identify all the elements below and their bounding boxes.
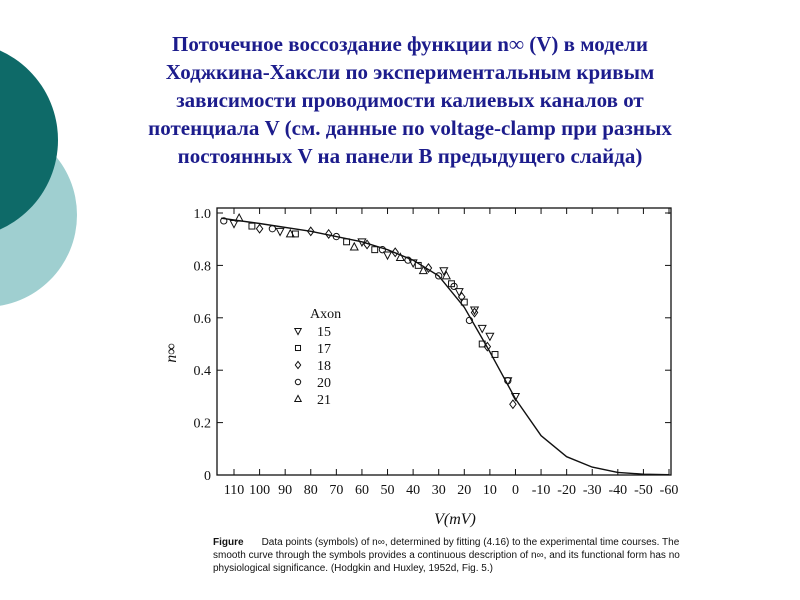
title-line: Ходжкина-Хаксли по экспериментальным кривым xyxy=(165,60,655,84)
data-point-axon-18 xyxy=(256,225,262,233)
x-tick-label: 60 xyxy=(354,483,369,498)
caption-text: Data points (symbols) of n∞, determined by fitting (4.16) to the experimental time courses. The smooth curve through the symbols provides a continuous description of n∞, and its functional form has no physiological significance. (Hodgkin and Huxley, 1952d, Fig. 5.) xyxy=(213,537,680,574)
x-tick-label: 40 xyxy=(406,483,421,498)
x-tick-label: 100 xyxy=(249,483,271,498)
data-point-axon-15 xyxy=(478,325,486,332)
legend-entry: 15 xyxy=(317,325,331,340)
x-tick-label: -30 xyxy=(582,483,602,498)
data-point-axon-15 xyxy=(384,252,392,259)
title-line: зависимости проводимости калиевых каналов от xyxy=(176,88,644,112)
legend-entry: 17 xyxy=(317,342,331,357)
legend-marker-20 xyxy=(295,379,300,384)
y-axis-label: n∞ xyxy=(163,343,180,363)
x-axis-label: V(mV) xyxy=(434,511,476,528)
x-tick-label: 70 xyxy=(329,483,344,498)
legend-marker-21 xyxy=(295,395,301,401)
plot-frame xyxy=(217,208,671,475)
data-point-axon-15 xyxy=(486,333,494,340)
title-line: постоянных V на панели В предыдущего слайда) xyxy=(177,144,643,168)
x-tick-label: -40 xyxy=(608,483,628,498)
x-tick-label: 0 xyxy=(511,483,519,498)
x-tick-label: -10 xyxy=(531,483,551,498)
y-tick-label: 0.2 xyxy=(193,416,211,432)
x-tick-label: 110 xyxy=(223,483,245,498)
x-tick-label: 80 xyxy=(303,483,318,498)
n-infinity-chart xyxy=(150,185,690,530)
caption-label: Figure xyxy=(213,537,244,548)
data-point-axon-20 xyxy=(269,226,275,232)
legend-marker-17 xyxy=(295,345,300,350)
data-point-axon-17 xyxy=(249,223,255,229)
x-tick-label: 10 xyxy=(482,483,497,498)
data-point-axon-21 xyxy=(350,243,358,250)
y-tick-label: 0 xyxy=(204,469,211,484)
x-tick-label: -20 xyxy=(557,483,576,498)
legend-entry: 20 xyxy=(317,376,331,391)
y-tick-label: 1.0 xyxy=(193,207,211,222)
x-tick-label: 50 xyxy=(380,483,395,498)
title-line: потенциала V (см. данные по voltage-clamp при разных xyxy=(148,116,672,140)
slide-title xyxy=(80,30,740,170)
title-line: Поточечное воссоздание функции n∞ (V) в модели xyxy=(172,32,648,56)
y-tick-label: 0.8 xyxy=(193,259,211,275)
x-tick-label: 30 xyxy=(431,483,446,498)
data-point-axon-15 xyxy=(276,228,284,235)
fit-curve xyxy=(221,218,669,475)
x-tick-label: 90 xyxy=(278,483,293,498)
data-point-axon-18 xyxy=(510,400,516,408)
legend-entry: 21 xyxy=(317,393,331,408)
data-point-axon-17 xyxy=(372,247,378,253)
legend-marker-18 xyxy=(295,361,300,368)
y-tick-label: 0.4 xyxy=(193,364,211,380)
legend-marker-15 xyxy=(295,328,301,334)
legend-title: Axon xyxy=(310,307,342,322)
x-tick-label: -60 xyxy=(659,483,679,498)
x-tick-label: -50 xyxy=(634,483,653,498)
figure-caption xyxy=(213,536,683,575)
legend-entry: 18 xyxy=(317,359,331,374)
y-tick-label: 0.6 xyxy=(193,311,211,327)
x-tick-label: 20 xyxy=(457,483,472,498)
